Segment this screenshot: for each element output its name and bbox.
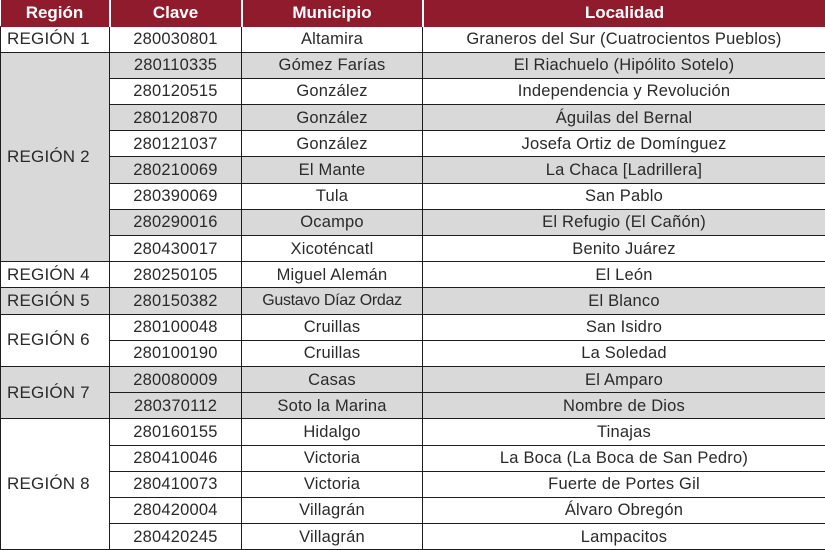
clave-cell: 280410046 (110, 445, 242, 471)
table-body (1, 26, 825, 550)
municipio-cell: Tula (242, 183, 423, 209)
table-row (1, 78, 825, 104)
localidad-cell: El Riachuelo (Hipólito Sotelo) (423, 52, 825, 78)
municipio-cell: González (242, 131, 423, 157)
table-row (1, 131, 825, 157)
clave-cell: 280410073 (110, 471, 242, 497)
region-cell: REGIÓN 6 (1, 314, 110, 366)
localidad-cell: Benito Juárez (423, 236, 825, 262)
clave-cell: 280390069 (110, 183, 242, 209)
table-row (1, 209, 825, 235)
clave-cell: 280110335 (110, 52, 242, 78)
localidad-cell: Lampacitos (423, 524, 825, 550)
localidad-cell: Josefa Ortiz de Domínguez (423, 131, 825, 157)
localidad-cell: La Boca (La Boca de San Pedro) (423, 445, 825, 471)
header-localidad: Localidad (423, 0, 825, 26)
table-row (1, 236, 825, 262)
municipio-cell: Victoria (242, 471, 423, 497)
localidad-cell: La Soledad (423, 340, 825, 366)
table-row (1, 26, 825, 52)
table-header (1, 0, 825, 26)
localidad-cell: El León (423, 262, 825, 288)
clave-cell: 280150382 (110, 288, 242, 314)
localidad-cell: Fuerte de Portes Gil (423, 471, 825, 497)
clave-cell: 280420004 (110, 497, 242, 523)
header-row (1, 0, 825, 26)
clave-cell: 280420245 (110, 524, 242, 550)
region-cell: REGIÓN 5 (1, 288, 110, 314)
localidad-cell: Álvaro Obregón (423, 497, 825, 523)
table-row (1, 524, 825, 550)
localidad-cell: Águilas del Bernal (423, 105, 825, 131)
localidad-cell: El Amparo (423, 366, 825, 392)
municipio-cell: Casas (242, 366, 423, 392)
clave-cell: 280080009 (110, 366, 242, 392)
localidad-cell: San Pablo (423, 183, 825, 209)
table-row (1, 366, 825, 392)
clave-cell: 280210069 (110, 157, 242, 183)
clave-cell: 280250105 (110, 262, 242, 288)
clave-cell: 280290016 (110, 209, 242, 235)
clave-cell: 280430017 (110, 236, 242, 262)
clave-cell: 280100190 (110, 340, 242, 366)
header-municipio: Municipio (242, 0, 423, 26)
clave-cell: 280370112 (110, 393, 242, 419)
region-cell: REGIÓN 2 (1, 52, 110, 262)
header-clave: Clave (110, 0, 242, 26)
table-row (1, 340, 825, 366)
municipio-cell: Xicoténcatl (242, 236, 423, 262)
municipio-cell: Gustavo Díaz Ordaz (242, 288, 423, 314)
municipio-cell: Hidalgo (242, 419, 423, 445)
table-row (1, 314, 825, 340)
table-row (1, 419, 825, 445)
municipio-cell: Ocampo (242, 209, 423, 235)
region-cell: REGIÓN 4 (1, 262, 110, 288)
municipio-cell: El Mante (242, 157, 423, 183)
region-cell: REGIÓN 7 (1, 366, 110, 418)
municipio-cell: Cruillas (242, 340, 423, 366)
municipio-cell: Victoria (242, 445, 423, 471)
municipio-cell: Altamira (242, 26, 423, 52)
table-row (1, 262, 825, 288)
municipio-cell: González (242, 105, 423, 131)
localidad-cell: Independencia y Revolución (423, 78, 825, 104)
table-row (1, 471, 825, 497)
table-row (1, 445, 825, 471)
header-region: Región (1, 0, 110, 26)
table-row (1, 52, 825, 78)
localidad-cell: El Blanco (423, 288, 825, 314)
localidad-cell: San Isidro (423, 314, 825, 340)
municipio-cell: Soto la Marina (242, 393, 423, 419)
localidad-cell: Nombre de Dios (423, 393, 825, 419)
table-row (1, 105, 825, 131)
municipio-cell: Cruillas (242, 314, 423, 340)
localidad-cell: Graneros del Sur (Cuatrocientos Pueblos) (423, 26, 825, 52)
clave-cell: 280160155 (110, 419, 242, 445)
table-row (1, 497, 825, 523)
clave-cell: 280120515 (110, 78, 242, 104)
clave-cell: 280100048 (110, 314, 242, 340)
region-cell: REGIÓN 8 (1, 419, 110, 550)
municipio-cell: Miguel Alemán (242, 262, 423, 288)
municipio-cell: Gómez Farías (242, 52, 423, 78)
clave-cell: 280121037 (110, 131, 242, 157)
localidad-cell: El Refugio (El Cañón) (423, 209, 825, 235)
clave-cell: 280120870 (110, 105, 242, 131)
table-row (1, 157, 825, 183)
localidad-cell: Tinajas (423, 419, 825, 445)
clave-cell: 280030801 (110, 26, 242, 52)
table-row (1, 288, 825, 314)
municipio-cell: Villagrán (242, 497, 423, 523)
municipio-cell: Villagrán (242, 524, 423, 550)
table-row (1, 393, 825, 419)
municipio-cell: González (242, 78, 423, 104)
localidad-cell: La Chaca [Ladrillera] (423, 157, 825, 183)
table-row (1, 183, 825, 209)
region-cell: REGIÓN 1 (1, 26, 110, 52)
